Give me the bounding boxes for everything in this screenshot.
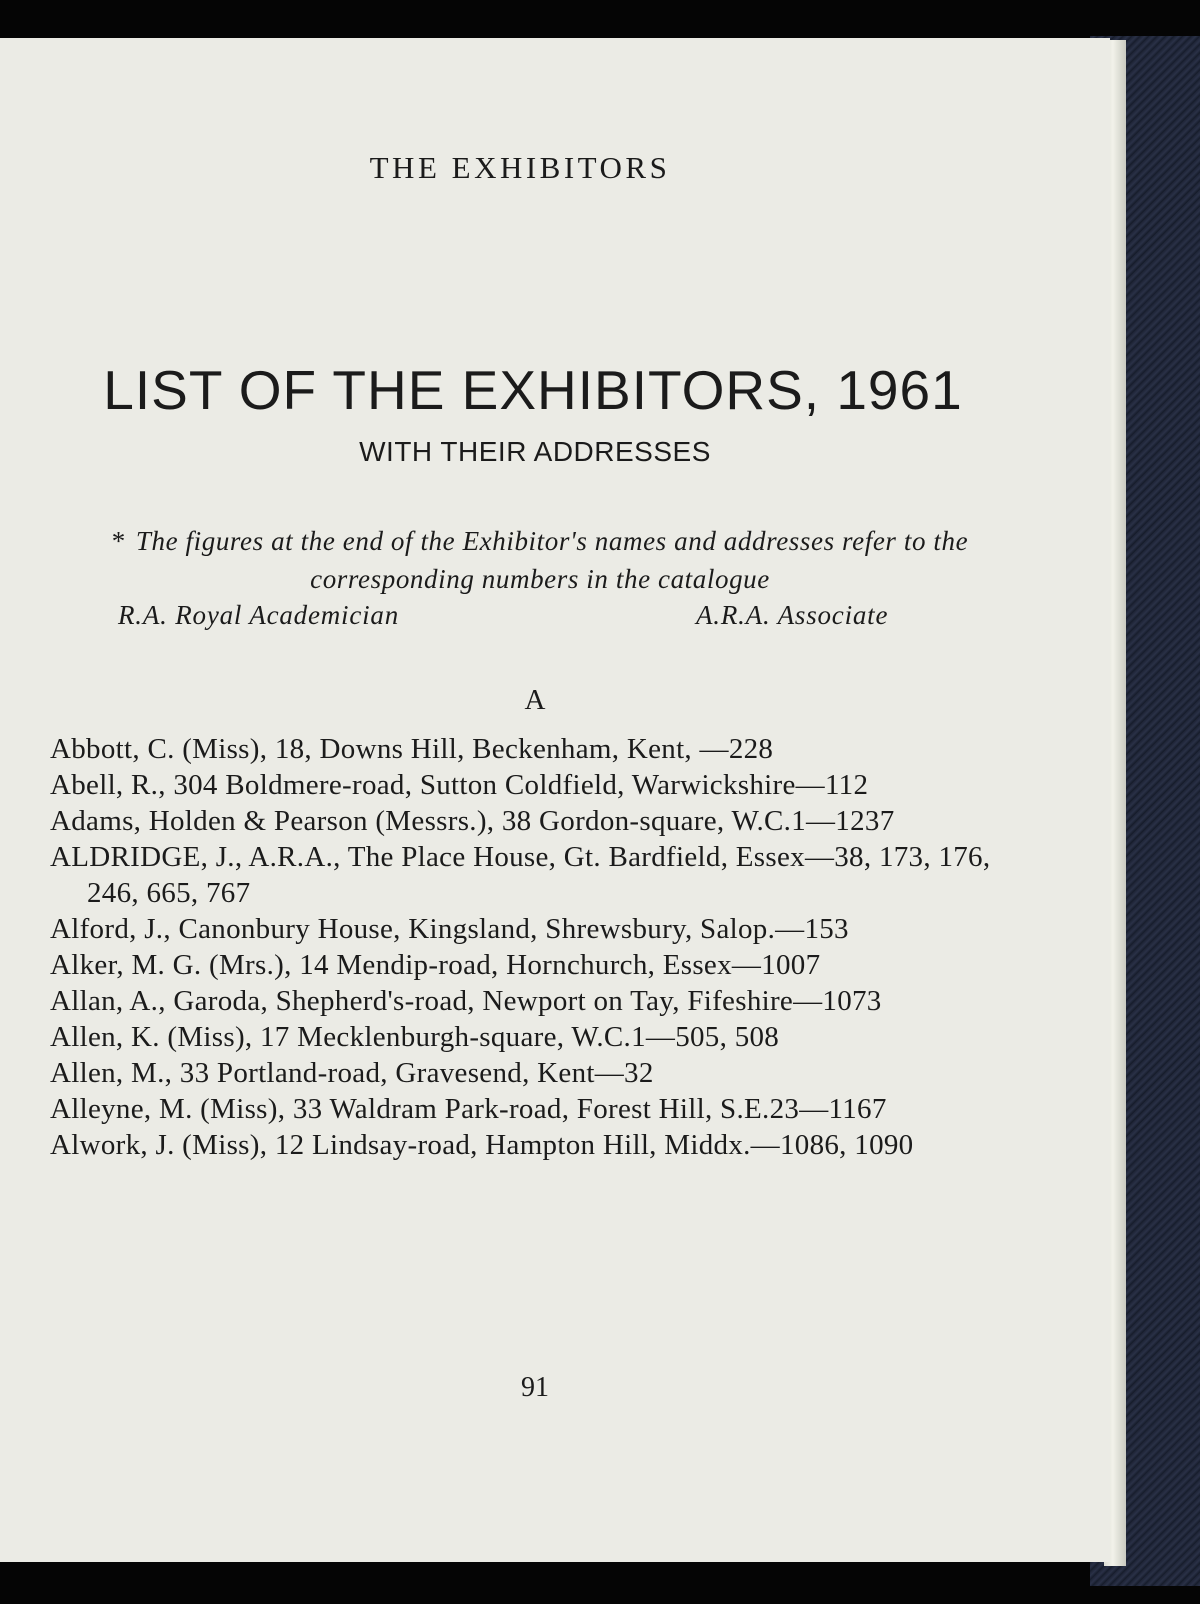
list-item: Allen, K. (Miss), 17 Mecklenburgh-square, W.C.1—505, 508 bbox=[50, 1021, 780, 1053]
book-page bbox=[0, 38, 1110, 1562]
list-item: Allen, M., 33 Portland-road, Gravesend, Kent—32 bbox=[50, 1057, 654, 1089]
abbrev-associate: A.R.A. Associate bbox=[696, 600, 889, 630]
abbrev-royal-academician: R.A. Royal Academician bbox=[118, 600, 400, 630]
list-item: Allan, A., Garoda, Shepherd's-road, Newport on Tay, Fifeshire—1073 bbox=[50, 985, 882, 1017]
list-item: Adams, Holden & Pearson (Messrs.), 38 Gordon-square, W.C.1—1237 bbox=[50, 805, 895, 837]
list-item: Alwork, J. (Miss), 12 Lindsay-road, Hampton Hill, Middx.—1086, 1090 bbox=[50, 1129, 914, 1161]
list-item: Abbott, C. (Miss), 18, Downs Hill, Beckenham, Kent, —228 bbox=[50, 733, 774, 765]
section-letter: A bbox=[524, 684, 546, 716]
list-item: Alleyne, M. (Miss), 33 Waldram Park-road, Forest Hill, S.E.23—1167 bbox=[50, 1093, 887, 1125]
page-number: 91 bbox=[521, 1372, 549, 1403]
note-text: The figures at the end of the Exhibitor's names and addresses refer to the corresponding numbers in the catalogue bbox=[135, 526, 969, 594]
list-item: Alford, J., Canonbury House, Kingsland, Shrewsbury, Salop.—153 bbox=[50, 913, 849, 945]
page-title: LIST OF THE EXHIBITORS, 1961 bbox=[103, 359, 963, 421]
running-head: THE EXHIBITORS bbox=[369, 150, 671, 185]
list-item: Alker, M. G. (Mrs.), 14 Mendip-road, Hornchurch, Essex—1007 bbox=[50, 949, 821, 981]
catalogue-note bbox=[60, 522, 1020, 598]
list-item: Abell, R., 304 Boldmere-road, Sutton Coldfield, Warwickshire—112 bbox=[50, 769, 869, 801]
list-item: ALDRIDGE, J., A.R.A., The Place House, Gt. Bardfield, Essex—38, 173, 176, 246, 665, 767 bbox=[50, 841, 991, 909]
asterisk-icon: * bbox=[111, 526, 126, 556]
exhibitor-list bbox=[50, 731, 1025, 1163]
page-subtitle: WITH THEIR ADDRESSES bbox=[359, 436, 711, 467]
